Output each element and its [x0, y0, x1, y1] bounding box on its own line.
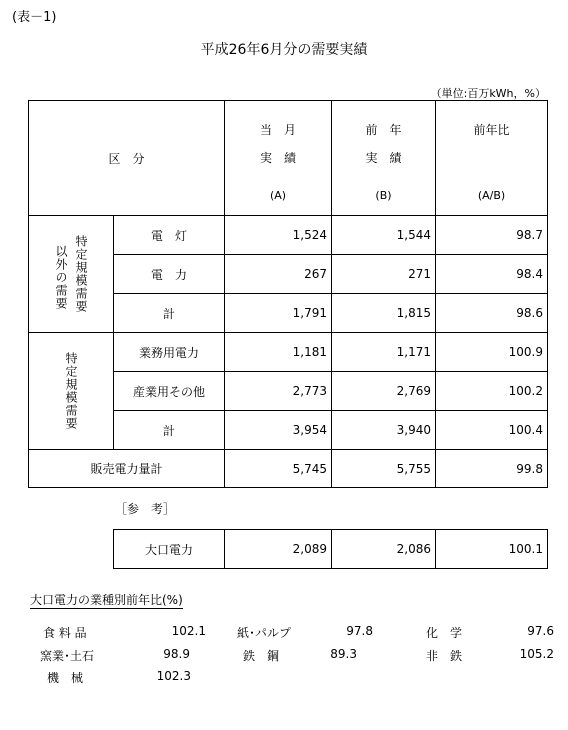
- reference-row: [114, 530, 548, 569]
- value-ratio: 100.4: [436, 411, 548, 450]
- table-row: [29, 216, 548, 255]
- row-label: 電 力: [114, 255, 225, 294]
- value-current: 3,954: [225, 411, 332, 450]
- industry-label: 食 料 品: [43, 626, 87, 640]
- value-current: 1,791: [225, 294, 332, 333]
- group-label-specified: 特定規模需要: [29, 333, 114, 450]
- total-label: 販売電力量計: [29, 450, 225, 488]
- reference-label: ［参 考］: [115, 502, 176, 516]
- value-previous: 1,544: [332, 216, 436, 255]
- value-current: 2,773: [225, 372, 332, 411]
- header-row: [29, 101, 548, 216]
- value-ratio: 100.2: [436, 372, 548, 411]
- industry-value: 105.2: [519, 647, 554, 661]
- industry-label: 機 械: [47, 671, 84, 685]
- table-row: [29, 333, 548, 372]
- unit-note: （単位:百万kWh，%）: [430, 87, 546, 100]
- value-ratio: 98.7: [436, 216, 548, 255]
- total-previous: 5,755: [332, 450, 436, 488]
- reference-ratio: 100.1: [436, 530, 548, 569]
- header-ratio: 前年比 (A/B): [436, 101, 548, 216]
- page-title: 平成26年6月分の需要実績: [200, 42, 368, 58]
- total-ratio: 99.8: [436, 450, 548, 488]
- value-current: 1,524: [225, 216, 332, 255]
- group-label-non-specified: 特定規模需要 以外の需要: [29, 216, 114, 333]
- industry-value: 89.3: [330, 647, 357, 661]
- value-previous: 2,769: [332, 372, 436, 411]
- industry-value: 102.1: [171, 624, 206, 638]
- total-row: [29, 450, 548, 488]
- value-current: 267: [225, 255, 332, 294]
- reference-current: 2,089: [225, 530, 332, 569]
- industry-value: 98.9: [163, 647, 190, 661]
- header-category: 区 分: [29, 101, 225, 216]
- industry-label: 鉄 鋼: [243, 649, 280, 663]
- row-label: 計: [114, 411, 225, 450]
- row-label: 産業用その他: [114, 372, 225, 411]
- industry-label: 紙･パルプ: [237, 626, 292, 640]
- value-ratio: 98.4: [436, 255, 548, 294]
- reference-row-label: 大口電力: [114, 530, 225, 569]
- row-label: 電 灯: [114, 216, 225, 255]
- value-previous: 1,171: [332, 333, 436, 372]
- industry-value: 102.3: [156, 669, 191, 683]
- industry-label: 非 鉄: [426, 649, 463, 663]
- reference-table: [113, 529, 548, 569]
- reference-previous: 2,086: [332, 530, 436, 569]
- value-previous: 1,815: [332, 294, 436, 333]
- value-ratio: 98.6: [436, 294, 548, 333]
- header-current: 当 月 実 績 (A): [225, 101, 332, 216]
- value-ratio: 100.9: [436, 333, 548, 372]
- demand-table: [28, 100, 548, 488]
- row-label: 計: [114, 294, 225, 333]
- row-label: 業務用電力: [114, 333, 225, 372]
- industry-value: 97.6: [527, 624, 554, 638]
- industry-label: 化 学: [426, 626, 463, 640]
- industry-section-title: 大口電力の業種別前年比(%): [30, 593, 183, 607]
- table-label: (表－1): [12, 10, 57, 25]
- value-previous: 3,940: [332, 411, 436, 450]
- total-current: 5,745: [225, 450, 332, 488]
- value-previous: 271: [332, 255, 436, 294]
- value-current: 1,181: [225, 333, 332, 372]
- industry-label: 窯業･土石: [40, 649, 95, 663]
- industry-value: 97.8: [346, 624, 373, 638]
- header-previous: 前 年 実 績 (B): [332, 101, 436, 216]
